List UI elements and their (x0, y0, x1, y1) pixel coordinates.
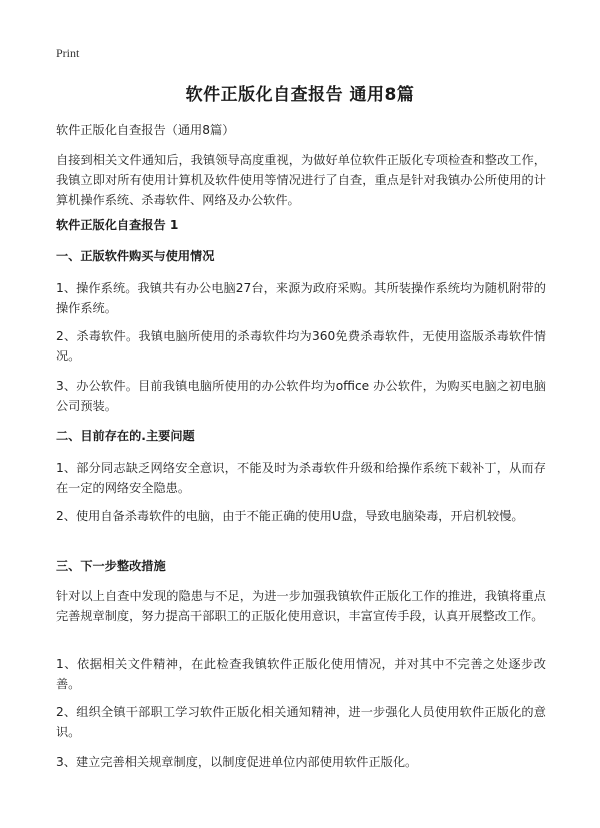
print-label[interactable]: Print (56, 46, 80, 60)
section1-item-2: 2、杀毒软件。我镇电脑所使用的杀毒软件均为360免费杀毒软件，无使用盗版杀毒软件情况。 (56, 329, 546, 363)
section2-heading: 二、目前存在的.主要问题 (56, 429, 195, 443)
section3-heading: 三、下一步整改措施 (56, 559, 166, 573)
document-title: 软件正版化自查报告 通用8篇 (185, 85, 415, 105)
section1-heading: 一、正版软件购买与使用情况 (56, 249, 215, 263)
section3-item-3: 3、建立完善相关规章制度，以制度促进单位内部使用软件正版化。 (56, 755, 418, 769)
intro-paragraph: 自接到相关文件通知后，我镇领导高度重视，为做好单位软件正版化专项检查和整改工作，我镇立即对所有使用计算机及软件使用等情况进行了自查，重点是针对我镇办公所使用的计算机操作系统、杀毒软件、网络及办公软件。 (56, 153, 546, 207)
section3-intro: 针对以上自查中发现的隐患与不足，为进一步加强我镇软件正版化工作的推进，我镇将重点完善规章制度，努力提高干部职工的正版化使用意识，丰富宣传手段，认真开展整改工作。 (56, 589, 546, 623)
section1-item-1: 1、操作系统。我镇共有办公电脑27台，来源为政府采购。其所装操作系统均为随机附带的操作系统。 (56, 281, 546, 315)
section1-item-3: 3、办公软件。目前我镇电脑所使用的办公软件均为office 办公软件，为购买电脑之初电脑公司预装。 (56, 379, 546, 413)
document-subtitle: 软件正版化自查报告（通用8篇） (56, 123, 235, 137)
section2-item-1: 1、部分同志缺乏网络安全意识，不能及时为杀毒软件升级和给操作系统下载补丁，从而存在一定的网络安全隐患。 (56, 461, 546, 495)
section2-item-2: 2、使用自备杀毒软件的电脑，由于不能正确的使用U盘，导致电脑染毒，开启机较慢。 (56, 509, 524, 523)
report-heading: 软件正版化自查报告 1 (56, 218, 179, 232)
section3-item-1: 1、依据相关文件精神，在此检查我镇软件正版化使用情况，并对其中不完善之处逐步改善。 (56, 657, 546, 691)
section3-item-2: 2、组织全镇干部职工学习软件正版化相关通知精神，进一步强化人员使用软件正版化的意识。 (56, 705, 546, 739)
